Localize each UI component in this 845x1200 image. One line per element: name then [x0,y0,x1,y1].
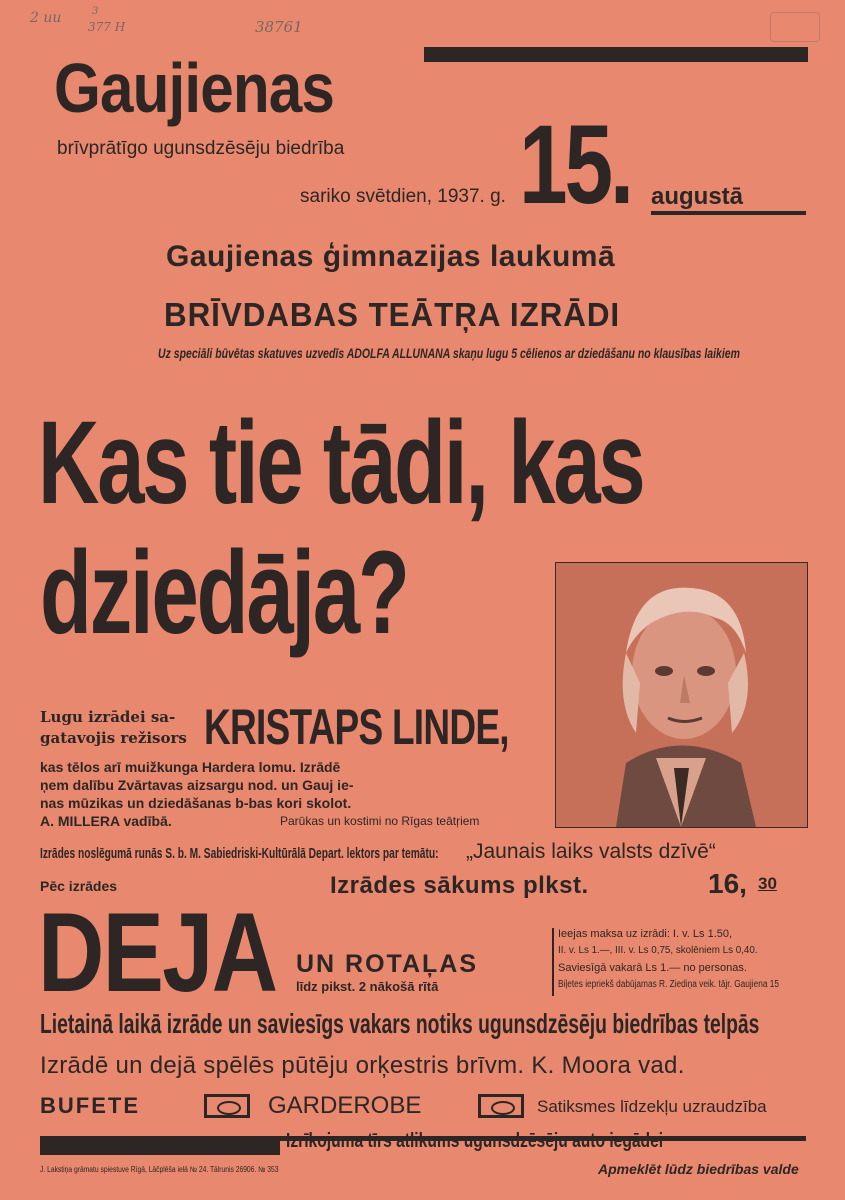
start-time-hour: 16, [708,868,747,899]
orchestra-note: Izrādē un dejā spēlēs pūtēju orķestris brīvm. K. Moora vad. [40,1052,685,1079]
director-detail-3: nas mūzikas un dziedāšanas b-bas kori skolot. [40,795,352,811]
library-stamp [770,12,820,42]
portrait-illustration [556,563,807,827]
top-rule [424,47,808,62]
director-detail-costumes: Parūkas un kostimi no Rīgas teātŗiem [280,814,480,828]
director-intro-2: gatavojis režisors [40,729,187,747]
director-name: KRISTAPS LINDE, [204,699,509,755]
event-type: BRĪVDABAS TEĀTŖA IZRĀDI [164,296,621,333]
start-time-minute: 30 [758,874,777,893]
organization-title: Gaujienas [54,49,335,127]
ticket-line-3: Saviesīgā vakarā Ls 1.— no personas. [558,962,747,974]
games-until: līdz pikst. 2 nākošā rītā [296,979,439,994]
organizes-date: sariko svētdien, 1937. g. [300,186,506,207]
buffet-label: BUFETE [40,1093,140,1118]
dance-heading: DEJA [38,890,277,1015]
ornament-left-icon [204,1094,250,1118]
archive-note-a: 2 uu [30,10,62,26]
after-show-label: Pēc izrādes [40,878,118,894]
director-detail-2: ņem dalību Zvārtavas aizsargu nod. un Gauj ie- [40,777,354,793]
ticket-line-2: II. v. Ls 1.—, III. v. Ls 0,75, skolēniem Ls 0,40. [558,945,758,956]
transport-label: Satiksmes līdzekļu uzraudzība [537,1097,767,1116]
ornament-right-icon [478,1094,524,1118]
director-detail-4: A. MILLERA vadībā. [40,813,172,829]
staging-note: Uz speciāli būvētas skatuves uzvedīs ADOLFA ALLUNANA skaņu lugu 5 cēlienos ar dziedāšanu no klausības laikiem [158,345,740,361]
games-heading: UN ROTAĻAS [296,950,479,978]
play-title-line1: Kas tie tādi, kas [38,397,644,529]
ticket-line-4: Biļetes iepriekš dabūjamas R. Ziediņa veik. tājr. Gaujiena 15 [558,979,779,990]
archive-note-c: 377 H [88,20,126,34]
proceeds-bar-left [40,1141,280,1155]
cloakroom-label: GARDEROBE [268,1092,422,1119]
play-title-line2: dziedāja? [40,527,408,659]
organization-subtitle: brīvprātīgo ugunsdzēsēju biedrība [57,138,345,159]
event-day: 15. [519,102,632,227]
archive-note-number: 38761 [255,18,303,36]
event-month: augustā [651,183,744,210]
director-intro-1: Lugu izrādei sa- [40,708,176,726]
lecture-topic: „Jaunais laiks valsts dzīvē“ [466,840,716,863]
director-detail-1: kas tēlos arī muižkunga Hardera lomu. Izrādē [40,759,341,775]
archive-note-b: 3 [92,6,99,17]
ticket-box [552,928,810,996]
director-portrait [555,562,808,828]
printer-imprint: J. Lakstiņa grāmatu spiestuve Rīgā, Lāčplēša ielā № 24. Tālrunis 26906. № 353 [40,1165,279,1174]
venue: Gaujienas ģimnazijas laukumā [166,240,616,273]
ticket-line-1: Ieejas maksa uz izrādi: I. v. Ls 1.50, [558,928,733,940]
rain-note: Lietainā laikā izrāde un saviesīgs vakars notiks ugunsdzēsēju biedrības telpās [40,1008,760,1039]
start-time-label: Izrādes sākums plkst. [330,872,589,899]
proceeds-note: Izrīkojuma tīrs atlikums ugunsdzēsēju auto iegādei [286,1130,664,1152]
closing-line: Apmeklēt lūdz biedrības valde [598,1161,799,1177]
month-underline [651,211,806,215]
lecture-intro: Izrādes noslēgumā runās S. b. M. Sabiedriski-Kultūrālā Depart. lektors par temātu: [40,845,439,862]
